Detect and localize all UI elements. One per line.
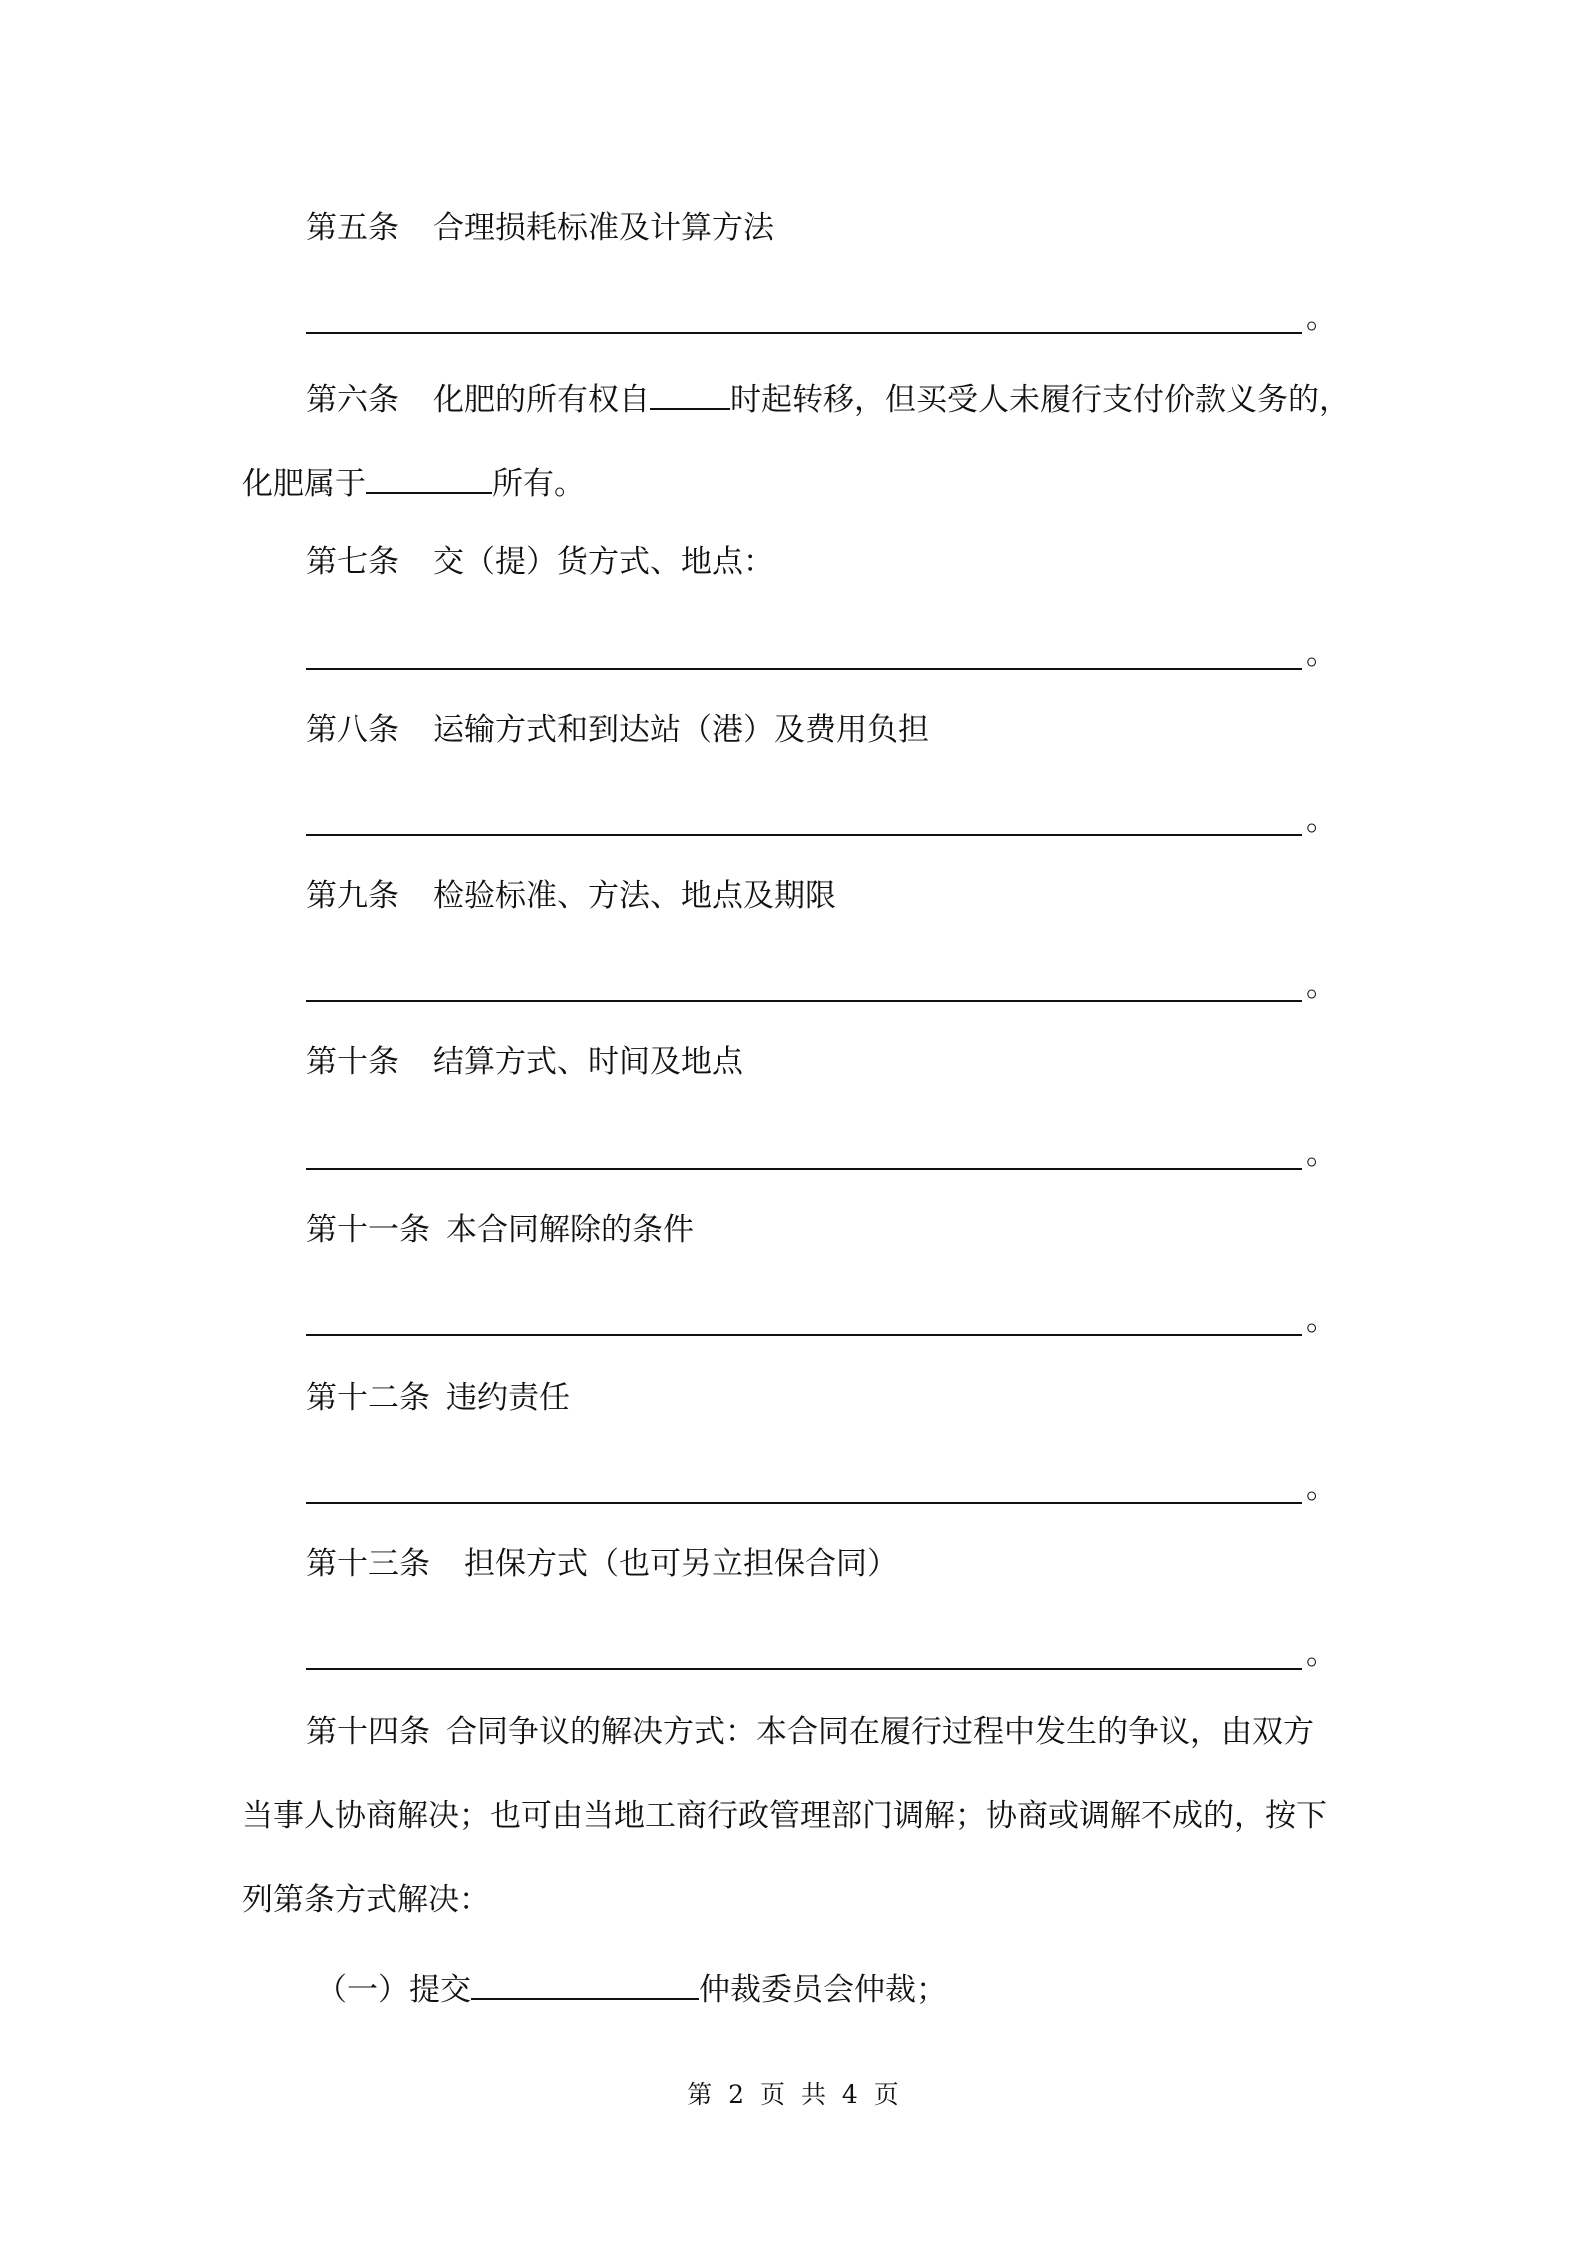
article-12-label: 第十二条 bbox=[306, 1380, 430, 1416]
article-6-blank-owner bbox=[366, 458, 492, 494]
article-14-line-2: 当事人协商解决；也可由当地工商行政管理部门调解；协商或调解不成的，按下 bbox=[242, 1798, 1327, 1834]
article-8-heading: 第八条 运输方式和到达站（港）及费用负担 bbox=[306, 712, 929, 748]
article-6-line-1: 第六条 化肥的所有权自 时起转移，但买受人未履行支付价款义务的， bbox=[306, 374, 1350, 420]
article-5-title: 合理损耗标准及计算方法 bbox=[433, 210, 774, 246]
article-14-line-3: 列第条方式解决： bbox=[242, 1882, 490, 1918]
article-9-label: 第九条 bbox=[306, 878, 399, 914]
article-14-item-1: （一）提交 仲裁委员会仲裁； bbox=[316, 1964, 947, 2010]
article-11-label: 第十一条 bbox=[306, 1212, 430, 1248]
article-10-label: 第十条 bbox=[306, 1044, 399, 1080]
article-9-heading: 第九条 检验标准、方法、地点及期限 bbox=[306, 878, 836, 914]
page-number-footer: 第 2 页 共 4 页 bbox=[687, 2080, 899, 2109]
article-11-heading: 第十一条 本合同解除的条件 bbox=[306, 1212, 694, 1248]
article-7-heading: 第七条 交（提）货方式、地点： bbox=[306, 544, 774, 580]
article-10-heading: 第十条 结算方式、时间及地点 bbox=[306, 1044, 743, 1080]
article-14-line-1: 第十四条 合同争议的解决方式：本合同在履行过程中发生的争议，由双方 bbox=[306, 1714, 1314, 1750]
arbitration-blank bbox=[471, 1964, 699, 2000]
article-12-heading: 第十二条 违约责任 bbox=[306, 1380, 570, 1416]
article-13-heading: 第十三条 担保方式（也可另立担保合同） bbox=[306, 1546, 898, 1582]
article-5-heading bbox=[306, 208, 774, 248]
article-7-label: 第七条 bbox=[306, 544, 399, 580]
article-8-label: 第八条 bbox=[306, 712, 399, 748]
article-6-line-2: 化肥属于 所有。 bbox=[242, 458, 585, 504]
article-13-label: 第十三条 bbox=[306, 1546, 430, 1582]
article-14-label: 第十四条 bbox=[306, 1714, 430, 1750]
article-6-label: 第六条 bbox=[306, 382, 399, 418]
article-6-blank-time bbox=[650, 374, 730, 410]
article-5-label: 第五条 bbox=[306, 210, 399, 246]
